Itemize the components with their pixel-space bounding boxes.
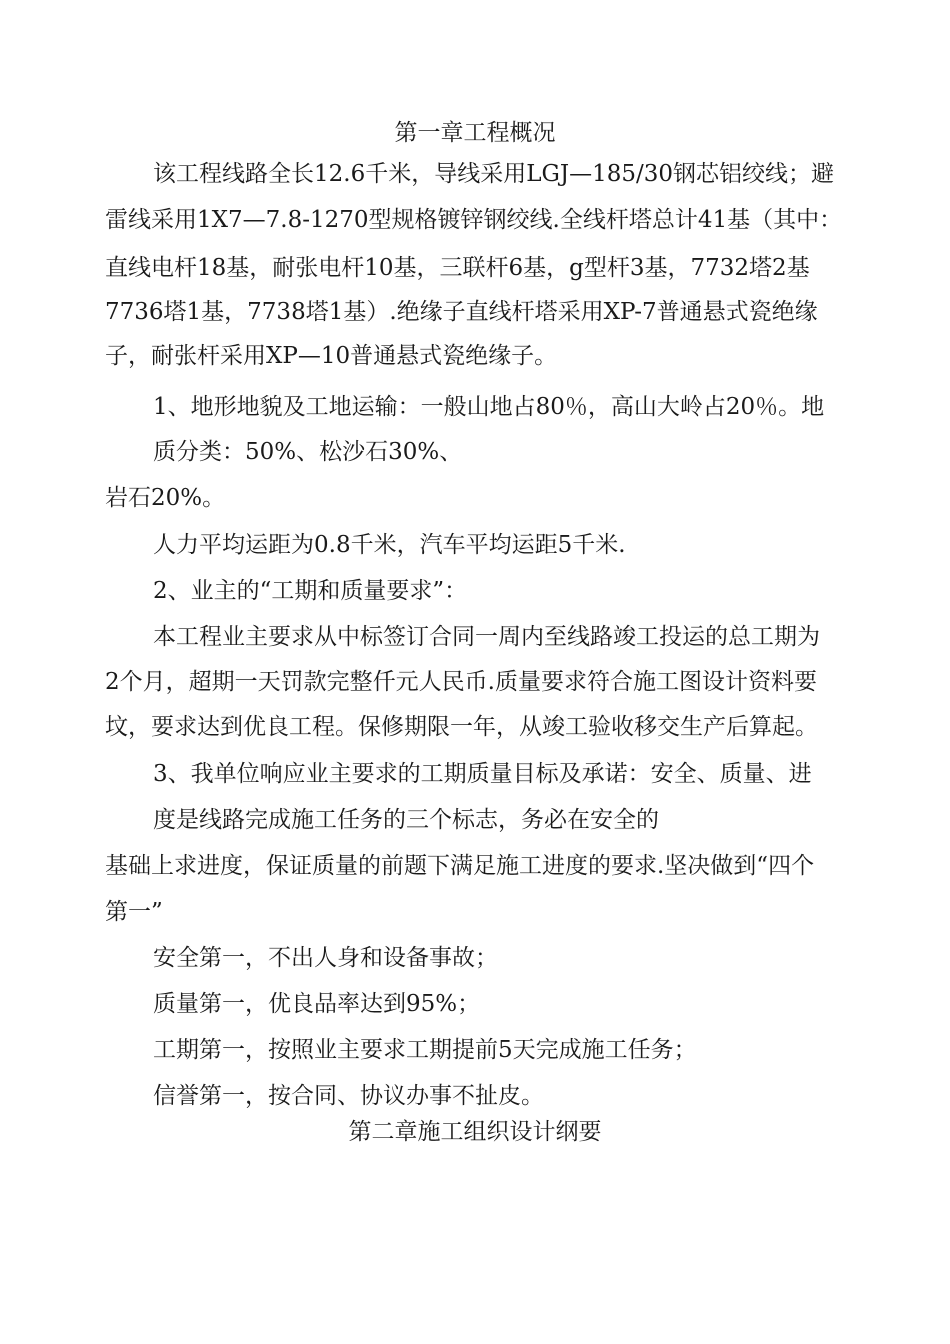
- section-1-line: 岩石20%。: [105, 485, 226, 511]
- chapter-2-title: 第二章施工组织设计纲要: [348, 1119, 602, 1145]
- paragraph-line: 该工程线路全长12.6千米，导线采用LGJ—185/30钢芯铝绞线；避: [153, 161, 834, 187]
- section-2-line: 2个月，超期一天罚款完整仟元人民币.质量要求符合施工图设计资料要: [105, 669, 817, 695]
- section-1-line: 1、地形地貌及工地运输：一般山地占80％，高山大岭占20％。地: [153, 394, 825, 420]
- section-2-heading: 2、业主的“工期和质量要求”：: [153, 578, 468, 604]
- section-3-line: 度是线路完成施工任务的三个标志，务必在安全的: [153, 807, 659, 833]
- paragraph-line: 雷线采用1X7—7.8-1270型规格镀锌钢绞线.全线杆塔总计41基（其中：: [105, 207, 843, 233]
- list-item: 工期第一，按照业主要求工期提前5天完成施工任务；: [153, 1037, 697, 1063]
- section-3-line: 基础上求进度，保证质量的前题下满足施工进度的要求.坚决做到“四个: [105, 853, 815, 879]
- section-2-line: 本工程业主要求从中标签订合同一周内至线路竣工投运的总工期为: [153, 624, 820, 650]
- paragraph-line: 7736塔1基，7738塔1基）.绝缘子直线杆塔采用XP-7普通悬式瓷绝缘: [105, 299, 818, 325]
- section-3-line: 3、我单位响应业主要求的工期质量目标及承诺：安全、质量、进: [153, 761, 812, 787]
- list-item: 安全第一，不出人身和设备事故；: [153, 945, 498, 971]
- paragraph-line: 子，耐张杆采用XP—10普通悬式瓷绝缘子。: [105, 343, 558, 369]
- section-3-line: 第一”: [105, 899, 163, 925]
- section-2-line: 坟，要求达到优良工程。保修期限一年，从竣工验收移交生产后算起。: [105, 714, 818, 740]
- list-item: 质量第一，优良品率达到95%；: [153, 991, 481, 1017]
- paragraph-line: 直线电杆18基，耐张电杆10基，三联杆6基，g型杆3基，7732塔2基: [105, 255, 810, 281]
- list-item: 信誉第一，按合同、协议办事不扯皮。: [153, 1083, 544, 1109]
- section-1-line: 人力平均运距为0.8千米，汽车平均运距5千米.: [153, 532, 626, 558]
- chapter-1-title: 第一章工程概况: [394, 120, 556, 146]
- section-1-line: 质分类：50%、松沙石30%、: [153, 439, 463, 465]
